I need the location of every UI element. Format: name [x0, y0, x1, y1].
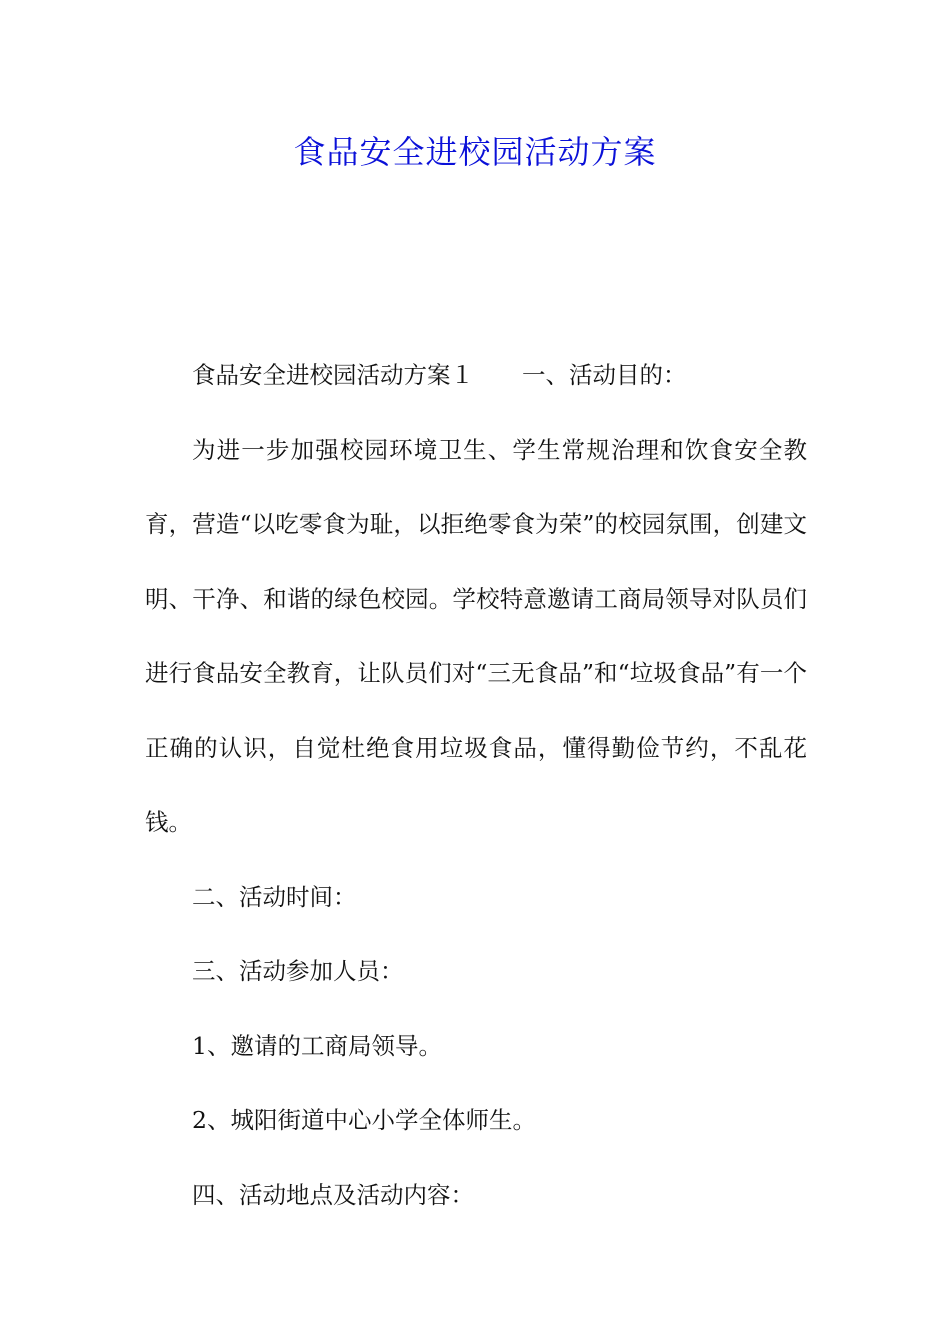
- section-3-heading: 三、活动参加人员：: [192, 957, 404, 985]
- section-2-heading: 二、活动时间：: [192, 882, 357, 911]
- document-title: 食品安全进校园活动方案: [293, 133, 657, 171]
- participant-item-1: 1、邀请的工商局领导。: [192, 1031, 442, 1060]
- purpose-paragraph: 为进一步加强校园环境卫生、学生常规治理和饮食安全教育，营造“以吃零食为耻，以拒绝零食为荣”的校园氛围，创建文明、干净、和谐的绿色校园。学校特意邀请工商局领导对队员们进行食品安全教育，让队员们对“三无食品”和“垃圾食品”有一个正确的认识，自觉杜绝食用垃圾食品，懂得勤俭节约，不乱花钱。: [145, 435, 807, 836]
- intro-line: [145, 338, 807, 413]
- section-1-heading: 一、活动目的：: [522, 361, 687, 389]
- document-body: [145, 338, 807, 1232]
- participant-item-2: 2、城阳街道中心小学全体师生。: [192, 1106, 536, 1134]
- heading-prefix: 食品安全进校园活动方案１: [192, 361, 474, 389]
- section-4-heading: 四、活动地点及活动内容：: [192, 1180, 474, 1209]
